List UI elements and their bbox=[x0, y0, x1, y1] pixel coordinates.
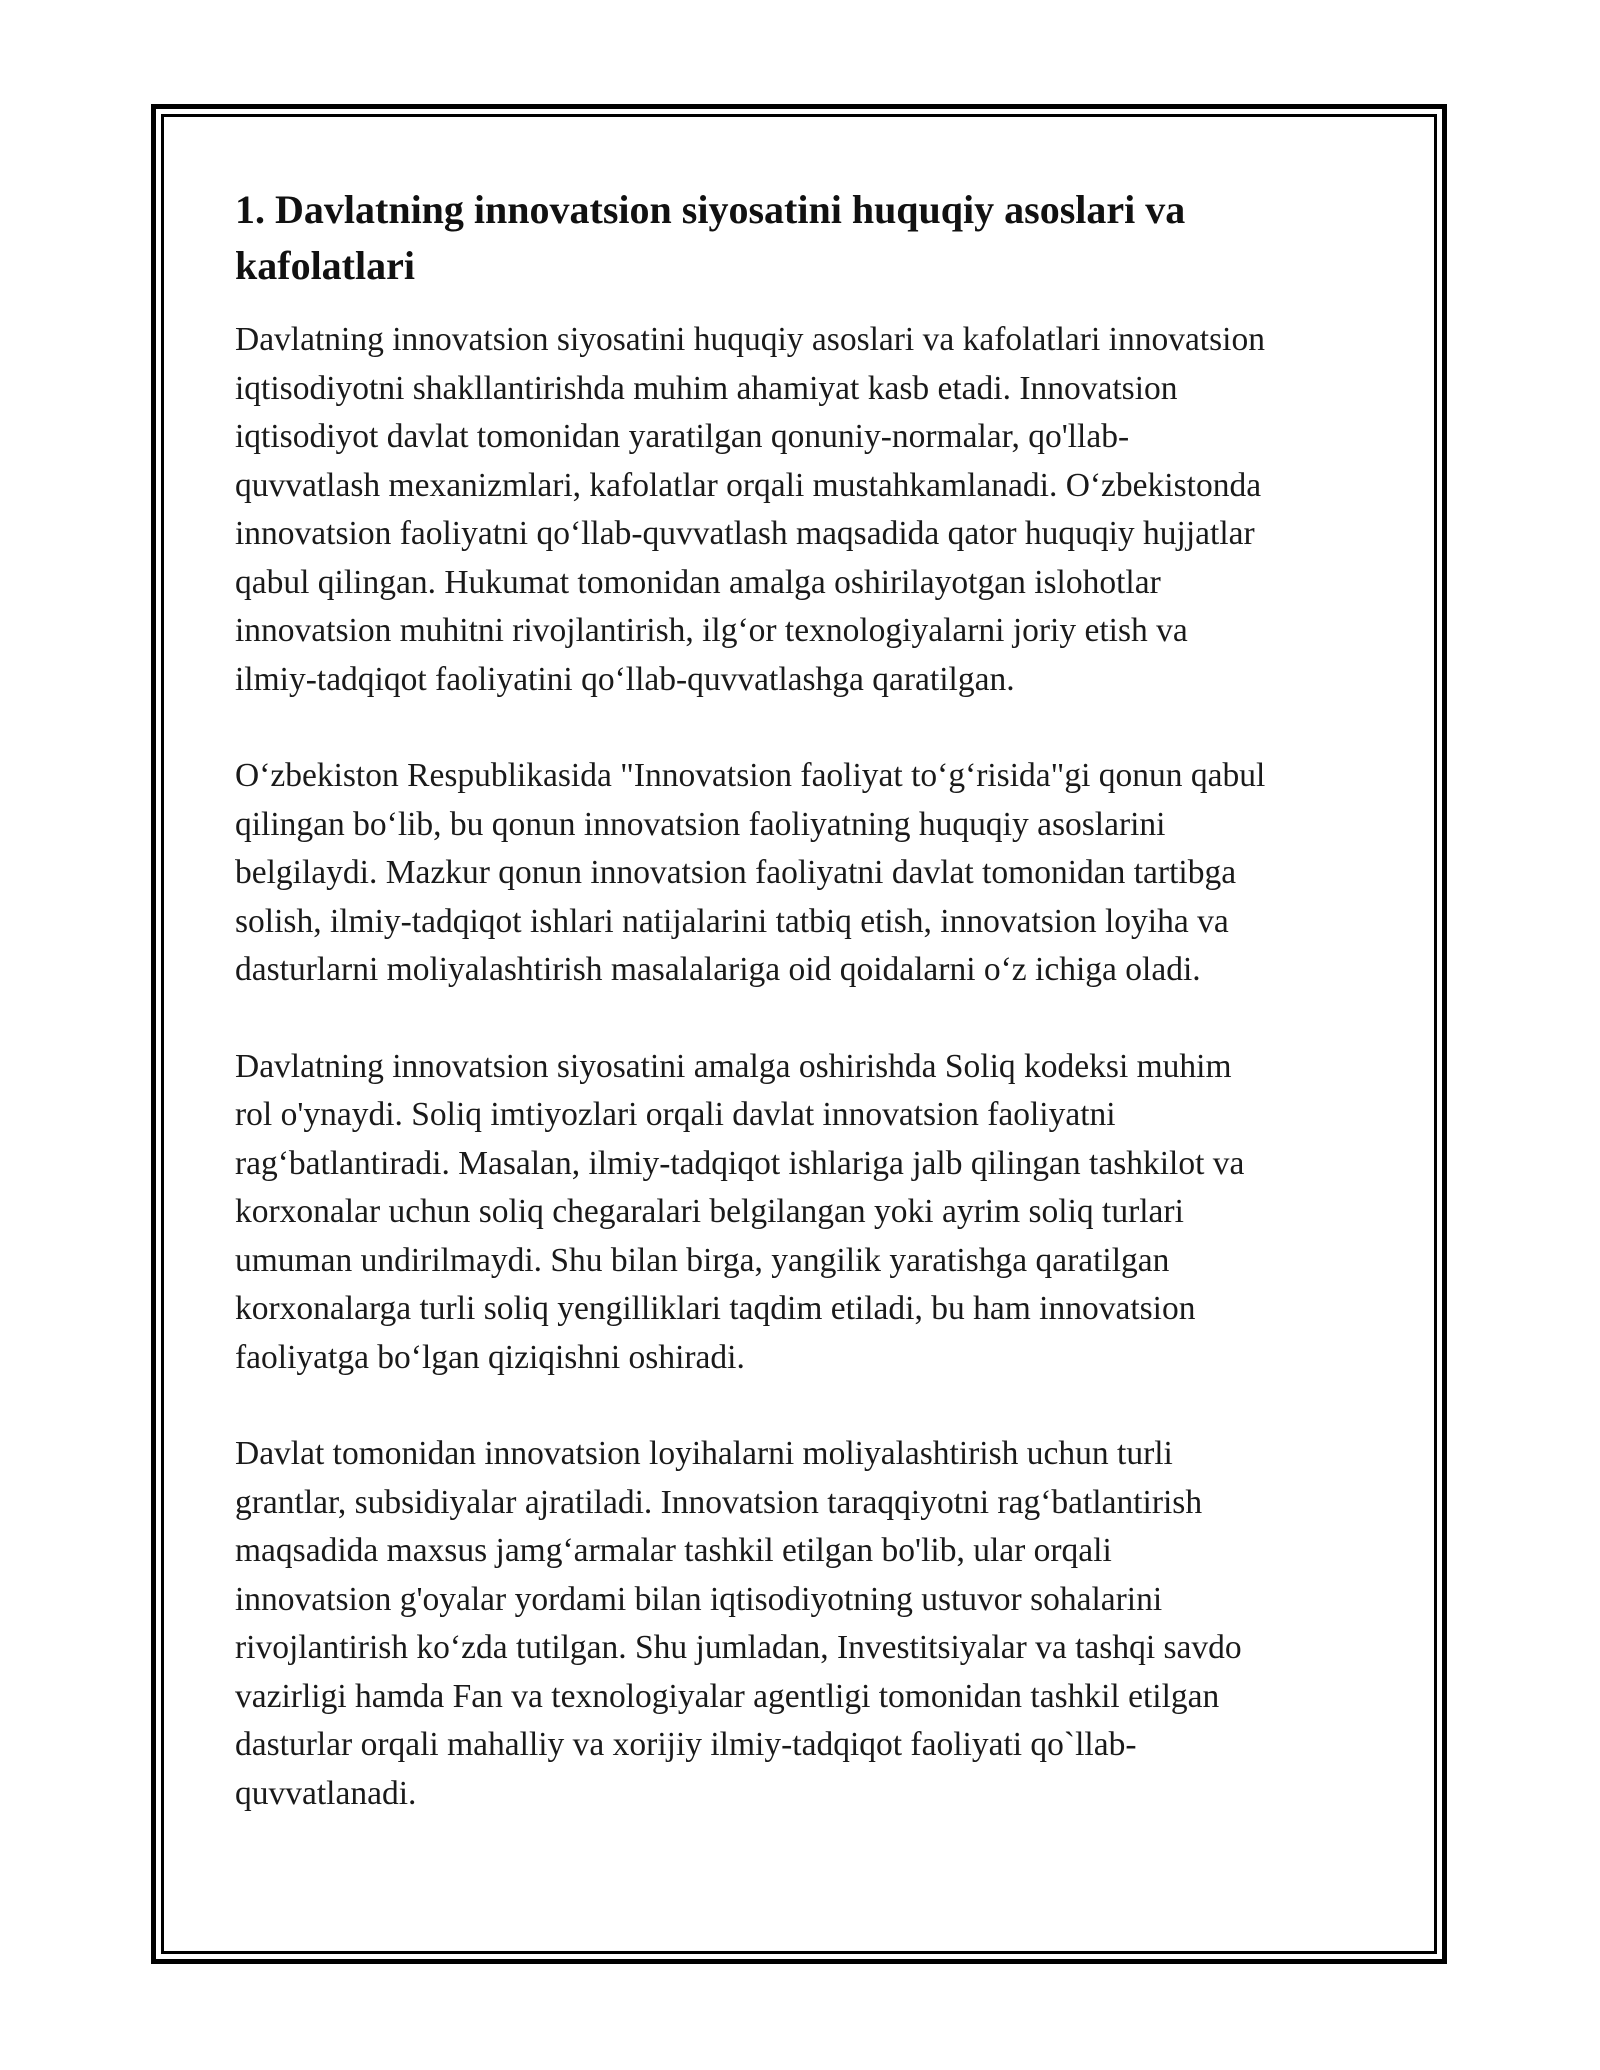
paragraph-2: O‘zbekiston Respublikasida "Innovatsion faoliyat to‘g‘risida"gi qonun qabul qilingan bo‘lib, bu qonun innovatsion faoliyatning huquqiy asoslarini belgilaydi. Mazkur qonun innovatsion faoliyatni davlat tomonidan tartibga solish, ilmiy-tadqiqot ishlari natijalarini tatbiq etish, innovatsion loyiha va dasturlarni moliyalashtirish masalalariga oid qoidalarni o‘z ichiga oladi. bbox=[235, 757, 1266, 988]
document-body bbox=[235, 182, 1365, 1866]
paragraph-4: Davlat tomonidan innovatsion loyihalarni moliyalashtirish uchun turli grantlar, subsidiyalar ajratiladi. Innovatsion taraqqiyotni rag‘batlantirish maqsadida maxsus jamg‘armalar tashkil etilgan bo'lib, ular orqali innovatsion g'oyalar yordami bilan iqtisodiyotning ustuvor sohalarini rivojlantirish ko‘zda tutilgan. Shu jumladan, Investitsiyalar va tashqi savdo vazirligi hamda Fan va texnologiyalar agentligi tomonidan tashkil etilgan dasturlar orqali mahalliy va xorijiy ilmiy-tadqiqot faoliyati qo`llab- quvvatlanadi. bbox=[235, 1435, 1242, 1812]
paragraph-1: Davlatning innovatsion siyosatini huquqiy asoslari va kafolatlari innovatsion iqtisodiyotni shakllantirishda muhim ahamiyat kasb etadi. Innovatsion iqtisodiyot davlat tomonidan yaratilgan qonuniy-normalar, qo'llab- quvvatlash mexanizmlari, kafolatlar orqali mustahkamlanadi. O‘zbekistonda innovatsion faoliyatni qo‘llab-quvvatlash maqsadida qator huquqiy hujjatlar qabul qilingan. Hukumat tomonidan amalga oshirilayotgan islohotlar innovatsion muhitni rivojlantirish, ilg‘or texnologiyalarni joriy etish va ilmiy-tadqiqot faoliyatini qo‘llab-quvvatlashga qaratilgan. bbox=[235, 321, 1265, 698]
paragraph-3: Davlatning innovatsion siyosatini amalga oshirishda Soliq kodeksi muhim rol o'ynaydi. Soliq imtiyozlari orqali davlat innovatsion faoliyatni rag‘batlantiradi. Masalan, ilmiy-tadqiqot ishlariga jalb qilingan tashkilot va korxonalar uchun soliq chegaralari belgilangan yoki ayrim soliq turlari umuman undirilmaydi. Shu bilan birga, yangilik yaratishga qaratilgan korxonalarga turli soliq yengilliklari taqdim etiladi, bu ham innovatsion faoliyatga bo‘lgan qiziqishni oshiradi. bbox=[235, 1047, 1245, 1376]
section-heading: 1. Davlatning innovatsion siyosatini huquqiy asoslari va kafolatlari bbox=[235, 187, 1186, 288]
